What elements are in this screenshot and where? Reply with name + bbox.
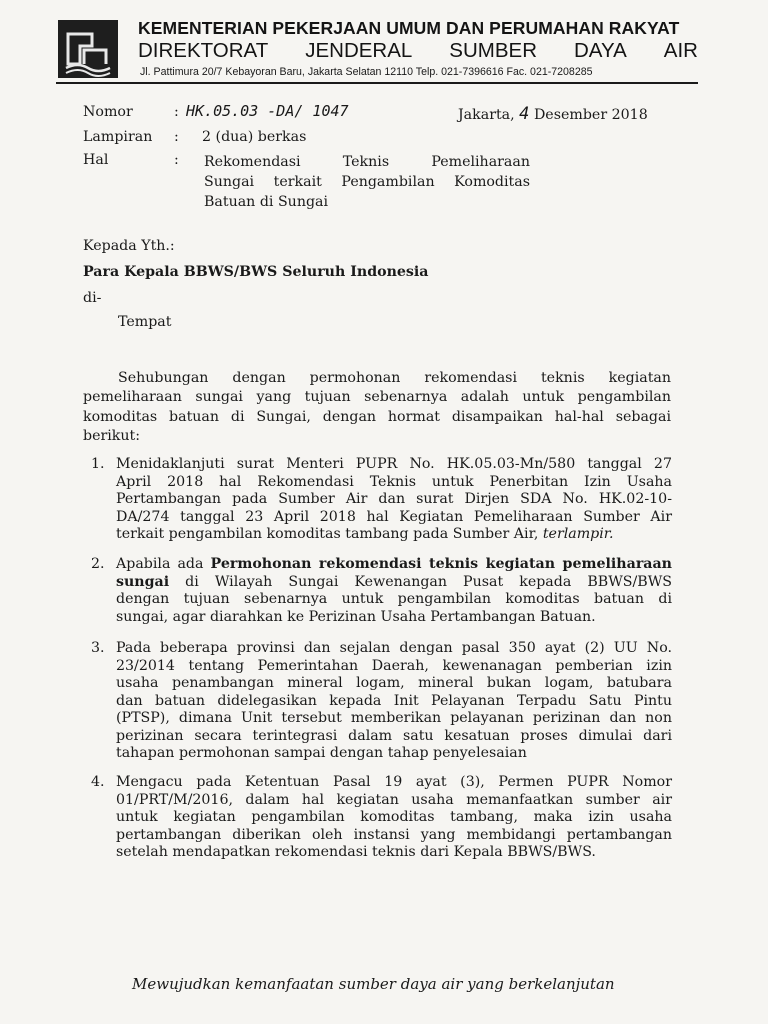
hal-line: Sungai terkait Pengambilan Komoditas: [204, 174, 530, 190]
item-line: Pada beberapa provinsi dan sejalan dengan pasal 350 ayat (2) UU No.: [116, 640, 672, 656]
list-item-2: [116, 556, 672, 626]
directorate-word: JENDERAL: [305, 39, 413, 62]
item-line: 01/PRT/M/2016, dalam hal kegiatan usaha memanfaatkan sumber air: [116, 791, 672, 808]
di-label: di-: [83, 290, 102, 306]
directorate-name: [138, 39, 698, 63]
recipient-name: Para Kepala BBWS/BWS Seluruh Indonesia: [83, 264, 429, 280]
letterhead-address: Jl. Pattimura 20/7 Kebayoran Baru, Jakarta Selatan 12110 Telp. 021-7396616 Fac. 021-7208285: [140, 66, 593, 78]
item-number: 1.: [91, 456, 105, 472]
list-item-4: [116, 774, 672, 862]
item-line: sungai, agar diarahkan ke Perizinan Usaha Pertambangan Batuan.: [116, 608, 596, 625]
lampiran-colon: :: [174, 129, 179, 145]
pupr-logo: [58, 20, 118, 78]
item-line-bold: sungai: [116, 573, 170, 590]
lampiran-label: Lampiran: [83, 129, 153, 145]
intro-paragraph: [83, 369, 671, 446]
tempat-label: Tempat: [118, 314, 172, 330]
item-line: [116, 526, 672, 544]
item-line: dengan tujuan sebenarnya untuk pengambilan komoditas batuan di: [116, 591, 672, 607]
nomor-label: Nomor: [83, 104, 133, 120]
item-line: Menidaklanjuti surat Menteri PUPR No. HK.05.03-Mn/580 tanggal 27: [116, 456, 672, 472]
hal-label: Hal: [83, 152, 109, 168]
list-item-3: [116, 640, 672, 763]
item-line: tahapan permohonan sampai dengan tahap penyelesaian: [116, 745, 527, 761]
item-line: usaha penambangan mineral logam, mineral bukan logam, batubara: [116, 675, 672, 691]
item-line: [116, 574, 672, 592]
hal-value: [204, 152, 530, 212]
ministry-name: KEMENTERIAN PEKERJAAN UMUM DAN PERUMAHAN RAKYAT: [138, 18, 680, 38]
item-line: pertambangan diberikan oleh instansi yang membidangi pertambangan: [116, 826, 672, 843]
footer-motto: Mewujudkan kemanfaatan sumber daya air yang berkelanjutan: [132, 975, 615, 993]
item-line: perizinan secara terintegrasi dalam satu kesatuan proses dimulai dari: [116, 727, 672, 744]
pupr-logo-icon: [58, 20, 118, 78]
item-line: dan batuan didelegasikan kepada Init Pelayanan Terpadu Satu Pintu: [116, 692, 672, 709]
item-line-text: di Wilayah Sungai Kewenangan Pusat kepada BBWS/BWS: [185, 573, 672, 590]
item-line: Mengacu pada Ketentuan Pasal 19 ayat (3), Permen PUPR Nomor: [116, 774, 672, 790]
item-number: 2.: [91, 556, 105, 572]
item-line: setelah mendapatkan rekomendasi teknis dari Kepala BBWS/BWS.: [116, 844, 596, 860]
directorate-word: DIREKTORAT: [138, 39, 269, 62]
item-line: DA/274 tanggal 23 April 2018 hal Kegiatan Pemeliharaan Sumber Air: [116, 508, 672, 525]
directorate-word: SUMBER: [449, 39, 538, 62]
nomor-colon: :: [174, 104, 179, 120]
hal-colon: :: [174, 152, 179, 168]
list-item-1: [116, 456, 672, 544]
intro-line: pemeliharaan sungai yang tujuan sebenarnya adalah untuk pengambilan: [83, 389, 671, 406]
kepada-label: Kepada Yth.:: [83, 238, 175, 254]
item-line: 23/2014 tentang Pemerintahan Daerah, kewenanagan pemberian izin: [116, 657, 672, 674]
item-line-bold: Permohonan rekomendasi teknis kegiatan pemeliharaan: [210, 556, 672, 572]
nomor-value: HK.05.03 -DA/ 1047: [186, 102, 349, 120]
item-line: untuk kegiatan pengambilan komoditas tambang, maka izin usaha: [116, 809, 672, 825]
letter-date: [458, 104, 648, 124]
item-line: Pertambangan pada Sumber Air dan surat Dirjen SDA No. HK.02-10-: [116, 491, 672, 507]
intro-line: komoditas batuan di Sungai, dengan hormat disampaikan hal-hal sebagai: [83, 408, 671, 425]
directorate-word: AIR: [663, 39, 698, 62]
item-line: (PTSP), dimana Unit tersebut memberikan pelayanan perizinan dan non: [116, 710, 672, 726]
date-month-year: Desember 2018: [533, 107, 648, 123]
directorate-word: DAYA: [574, 39, 627, 62]
date-day: 4: [519, 104, 530, 124]
lampiran-value: 2 (dua) berkas: [202, 129, 307, 145]
hal-line: Rekomendasi Teknis Pemeliharaan: [204, 154, 530, 170]
intro-line: Sehubungan dengan permohonan rekomendasi teknis kegiatan: [118, 370, 671, 386]
item-number: 4.: [91, 774, 105, 790]
item-number: 3.: [91, 640, 105, 656]
letterhead-divider: [56, 82, 698, 84]
item-line-italic: terlampir.: [542, 526, 614, 542]
intro-line: berikut:: [83, 427, 141, 444]
item-line: April 2018 hal Rekomendasi Teknis untuk Penerbitan Izin Usaha: [116, 473, 672, 490]
item-line-text: terkait pengambilan komoditas tambang pada Sumber Air,: [116, 526, 539, 542]
date-prefix: Jakarta,: [458, 107, 515, 123]
item-line: [116, 556, 672, 574]
hal-line: Batuan di Sungai: [204, 194, 329, 210]
item-line-text: Apabila ada: [116, 556, 204, 572]
